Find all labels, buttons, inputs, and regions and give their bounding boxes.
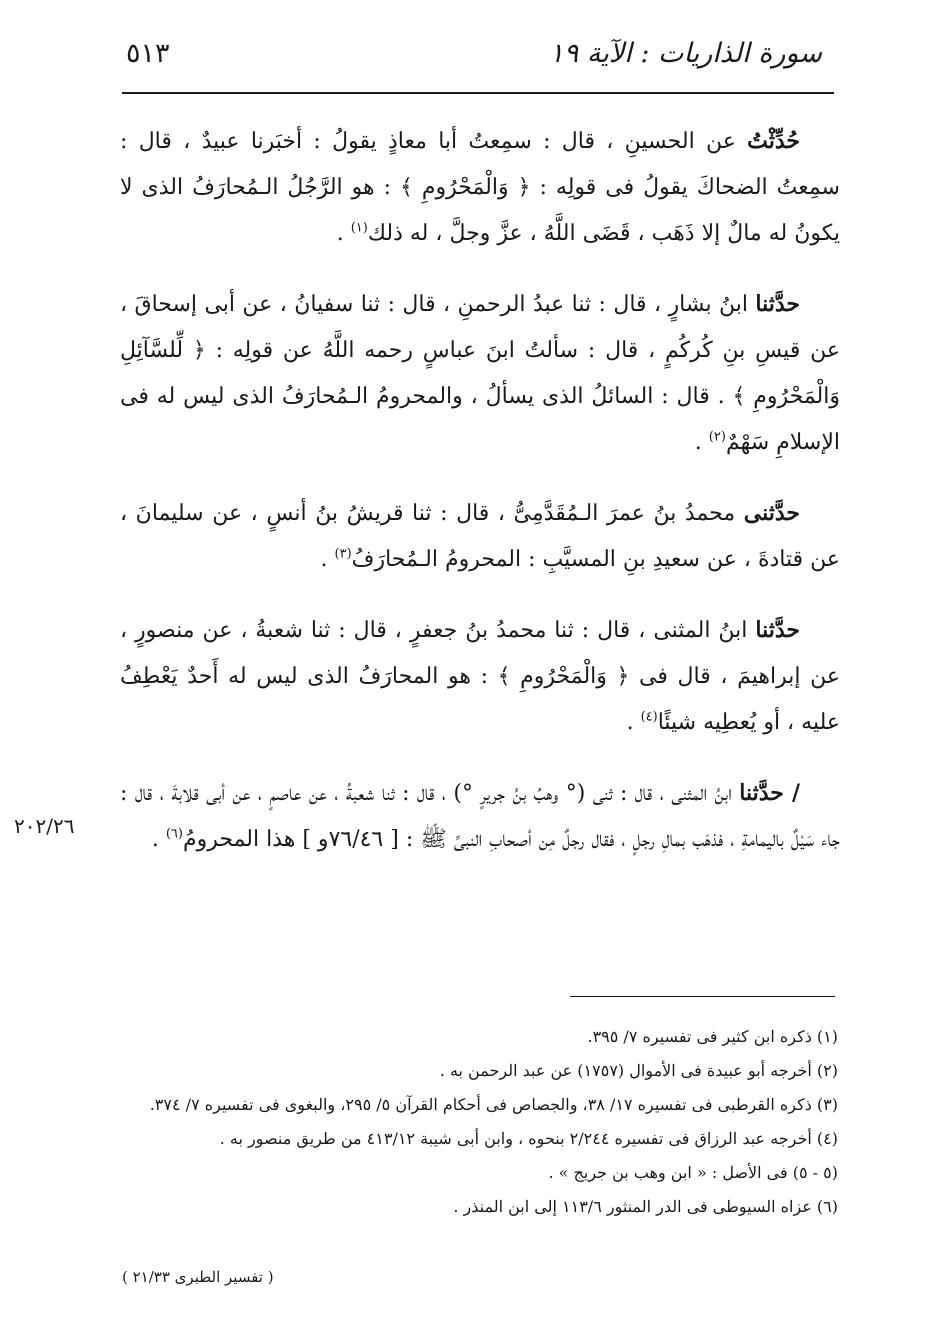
paragraph-end: . [626, 710, 641, 735]
page-number: ٥١٣ [126, 38, 170, 69]
volume-signature: ( تفسير الطبرى ٢١/٣٣ ) [122, 1268, 274, 1286]
footnote-marker: (٢) [708, 429, 726, 445]
paragraph-text: : هو المحارَفُ الذى ليس له أَحدٌ يَعْطِفُ عليه ، أو يُعطِيه شيئًا [120, 664, 840, 735]
paragraph-text: ابنُ المثنى ، قال : ثنا محمدُ بنُ جعفرٍ ، قال : ثنا شعبةُ ، عن منصورٍ ، عن إبراهيمَ ، قال فى [120, 618, 840, 689]
paragraph-5 [120, 770, 840, 863]
footnote-1: (١) ذكره ابن كثير فى تفسيره ٧/ ٣٩٥. [587, 1027, 838, 1046]
paragraph-lead: حدَّثنى [743, 500, 800, 526]
paragraph-3 [120, 490, 840, 583]
paragraph-end: . [320, 547, 335, 572]
footnote-divider [570, 996, 835, 997]
paragraph-1 [120, 118, 840, 257]
main-text [120, 118, 840, 887]
footnote-3: (٣) ذكره القرطبى فى تفسيره ١٧/ ٣٨، والجصاص فى أحكام القرآن ٥/ ٢٩٥، والبغوى فى تفسيره ٧/ ٣٧٤. [149, 1095, 838, 1114]
footnote-marker: (٦) [165, 826, 183, 842]
paragraph-text: . قال : السائلُ الذى يسألُ ، والمحرومُ الـمُحارَفُ الذى ليس له فى الإسلامِ سَهْمٌ [120, 384, 840, 455]
paragraph-lead: / حدَّثنا [739, 780, 801, 806]
paragraph-text: عن الحسينِ ، قال : سمِعتُ أبا معاذٍ يقولُ : أخبَرنا عبيدٌ ، قال : سمِعتُ الضحاكَ يقولُ فى قولِه : [120, 129, 840, 200]
paragraph-lead: حُدِّثْتُ [747, 128, 800, 154]
paragraph-text: محمدُ بنُ عمرَ الـمُقَدَّمِىُّ ، قال : ثنا قريشُ بنُ أنسٍ ، عن سليمانَ ، عن قتادةَ ، عن سعيدِ بنِ المسيَّبِ : المحرومُ الـمُحارَفُ [120, 501, 840, 572]
paragraph-2 [120, 281, 840, 466]
paragraph-end: . [336, 221, 351, 246]
quran-quote: ﴿ وَالْمَحْرُومِ ﴾ [399, 175, 531, 200]
footnote-marker: (١) [350, 220, 368, 236]
paragraph-end: . [694, 430, 709, 455]
footnote-marker: (٣) [334, 546, 352, 562]
paragraph-lead: حدَّثنا [755, 617, 800, 643]
footnote-2: (٢) أخرجه أبو عبيدة فى الأموال (١٧٥٧) عن عبد الرحمن به . [439, 1061, 838, 1080]
page-title: سورة الذاريات : الآية ١٩ [549, 38, 822, 69]
footnote-5: (٥ - ٥) فى الأصل : « ابن وهب بن جريج » . [548, 1163, 838, 1182]
running-header [122, 32, 834, 94]
margin-volume-reference: ٢٠٢/٢٦ [14, 814, 75, 838]
footnote-marker: (٤) [640, 709, 658, 725]
paragraph-lead: حدَّثنا [755, 291, 801, 317]
paragraph-text: : هو الرَّجُلُ الـمُحارَفُ الذى لا يكونُ له مالٌ إلا ذَهَب ، قَضَى اللَّهُ ، عزَّ وجلَّ ، له ذلك [120, 175, 840, 246]
paragraph-4 [120, 607, 840, 746]
footnotes [120, 1020, 838, 1224]
quran-quote: ﴿ لِّلسَّآئِلِ وَالْمَحْرُومِ ﴾ [120, 338, 840, 409]
footnote-6: (٦) عزاه السيوطى فى الدر المنثور ١١٣/٦ إلى ابن المنذر . [453, 1197, 838, 1216]
paragraph-text: ابنُ المثنى ، قال : ثنى (° وهبُ بنُ جريرٍ °) ، قال : ثنا شعبةُ ، عن عاصمٍ ، عن أبى قلابةَ ، قال : جاء سَيْلٌ باليمامةِ ، فذهَب بمالِ رجلٍ ، فقال رجلٌ مِن أصحابِ النبىِّ ﷺ : [ ٧٦/٤٦و ] هذا المحرومُ [120, 781, 840, 852]
paragraph-text: ابنُ بشارٍ ، قال : ثنا عبدُ الرحمنِ ، قال : ثنا سفيانُ ، عن أبى إسحاقَ ، عن قيسِ بنِ كُركُمٍ ، قال : سألتُ ابنَ عباسٍ رحمه اللَّهُ عن قولِه : [120, 292, 840, 363]
footnote-4: (٤) أخرجه عبد الرزاق فى تفسيره ٢/٢٤٤ بنحوه ، وابن أبى شيبة ٤١٣/١٢ من طريق منصور به . [219, 1129, 838, 1148]
quran-quote: ﴿ وَالْمَحْرُومِ ﴾ [497, 664, 630, 689]
paragraph-end: . [151, 827, 166, 852]
